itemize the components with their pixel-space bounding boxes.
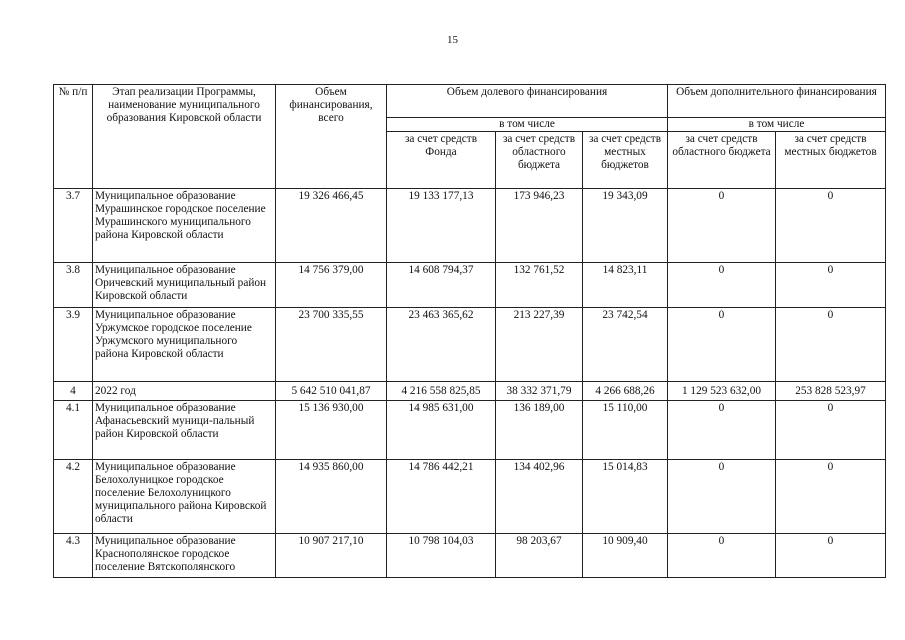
row-regional: 98 203,67 (496, 534, 583, 578)
table-row (54, 534, 886, 578)
header-shared-incl: в том числе (387, 118, 668, 132)
row-add-regional: 0 (668, 189, 776, 263)
row-fund: 19 133 177,13 (387, 189, 496, 263)
row-name: Муниципальное образование Краснополянское городское поселение Вятскополянского (93, 534, 276, 578)
row-num: 3.7 (54, 189, 93, 263)
row-fund: 14 608 794,37 (387, 263, 496, 308)
row-add-regional: 0 (668, 460, 776, 534)
row-num: 3.8 (54, 263, 93, 308)
header-additional-financing: Объем дополнительного финансирования (668, 85, 886, 118)
row-local: 10 909,40 (583, 534, 668, 578)
row-add-local: 0 (776, 460, 886, 534)
row-num: 3.9 (54, 308, 93, 382)
row-local: 15 014,83 (583, 460, 668, 534)
row-add-regional: 0 (668, 308, 776, 382)
row-num: 4.1 (54, 401, 93, 460)
row-regional: 132 761,52 (496, 263, 583, 308)
row-num: 4 (54, 382, 93, 401)
header-add-local: за счет средств местных бюджетов (776, 132, 886, 189)
row-regional: 213 227,39 (496, 308, 583, 382)
header-total: Объем финансирования, всего (276, 85, 387, 189)
row-regional: 134 402,96 (496, 460, 583, 534)
table-row (54, 308, 886, 382)
row-fund: 14 786 442,21 (387, 460, 496, 534)
table-row (54, 263, 886, 308)
header-shared-financing: Объем долевого финансирования (387, 85, 668, 118)
row-add-regional: 0 (668, 401, 776, 460)
header-num: № п/п (54, 85, 93, 189)
header-add-regional: за счет средств областного бюджета (668, 132, 776, 189)
row-name: 2022 год (93, 382, 276, 401)
header-stage: Этап реализации Программы, наименование муниципального образования Кировской области (93, 85, 276, 189)
row-add-regional: 0 (668, 263, 776, 308)
row-add-local: 0 (776, 263, 886, 308)
row-local: 19 343,09 (583, 189, 668, 263)
row-regional: 38 332 371,79 (496, 382, 583, 401)
row-total: 5 642 510 041,87 (276, 382, 387, 401)
page-number: 15 (447, 34, 458, 46)
row-fund: 14 985 631,00 (387, 401, 496, 460)
row-total: 14 935 860,00 (276, 460, 387, 534)
row-local: 4 266 688,26 (583, 382, 668, 401)
header-fund: за счет средств Фонда (387, 132, 496, 189)
row-local: 15 110,00 (583, 401, 668, 460)
row-total: 15 136 930,00 (276, 401, 387, 460)
row-fund: 23 463 365,62 (387, 308, 496, 382)
row-add-local: 0 (776, 189, 886, 263)
row-total: 23 700 335,55 (276, 308, 387, 382)
row-add-local: 253 828 523,97 (776, 382, 886, 401)
row-regional: 136 189,00 (496, 401, 583, 460)
table-row (54, 401, 886, 460)
table-row-year-total (54, 382, 886, 401)
row-add-local: 0 (776, 308, 886, 382)
row-name: Муниципальное образование Афанасьевский муници-пальный район Кировской области (93, 401, 276, 460)
row-num: 4.2 (54, 460, 93, 534)
row-fund: 10 798 104,03 (387, 534, 496, 578)
row-regional: 173 946,23 (496, 189, 583, 263)
table-row (54, 189, 886, 263)
row-name: Муниципальное образование Мурашинское городское поселение Мурашинского муниципального района Кировской области (93, 189, 276, 263)
row-num: 4.3 (54, 534, 93, 578)
row-add-local: 0 (776, 401, 886, 460)
row-add-regional: 1 129 523 632,00 (668, 382, 776, 401)
row-fund: 4 216 558 825,85 (387, 382, 496, 401)
row-name: Муниципальное образование Белохолуницкое городское поселение Белохолуницкого муниципального района Кировской области (93, 460, 276, 534)
header-regional: за счет средств областного бюджета (496, 132, 583, 189)
financing-table (53, 84, 886, 578)
row-add-regional: 0 (668, 534, 776, 578)
header-local: за счет средств местных бюджетов (583, 132, 668, 189)
row-total: 14 756 379,00 (276, 263, 387, 308)
row-total: 10 907 217,10 (276, 534, 387, 578)
row-local: 23 742,54 (583, 308, 668, 382)
row-name: Муниципальное образование Оричевский муниципальный район Кировской области (93, 263, 276, 308)
row-total: 19 326 466,45 (276, 189, 387, 263)
header-additional-incl: в том числе (668, 118, 886, 132)
row-name: Муниципальное образование Уржумское городское поселение Уржумского муниципального района Кировской области (93, 308, 276, 382)
table-row (54, 460, 886, 534)
row-add-local: 0 (776, 534, 886, 578)
row-local: 14 823,11 (583, 263, 668, 308)
